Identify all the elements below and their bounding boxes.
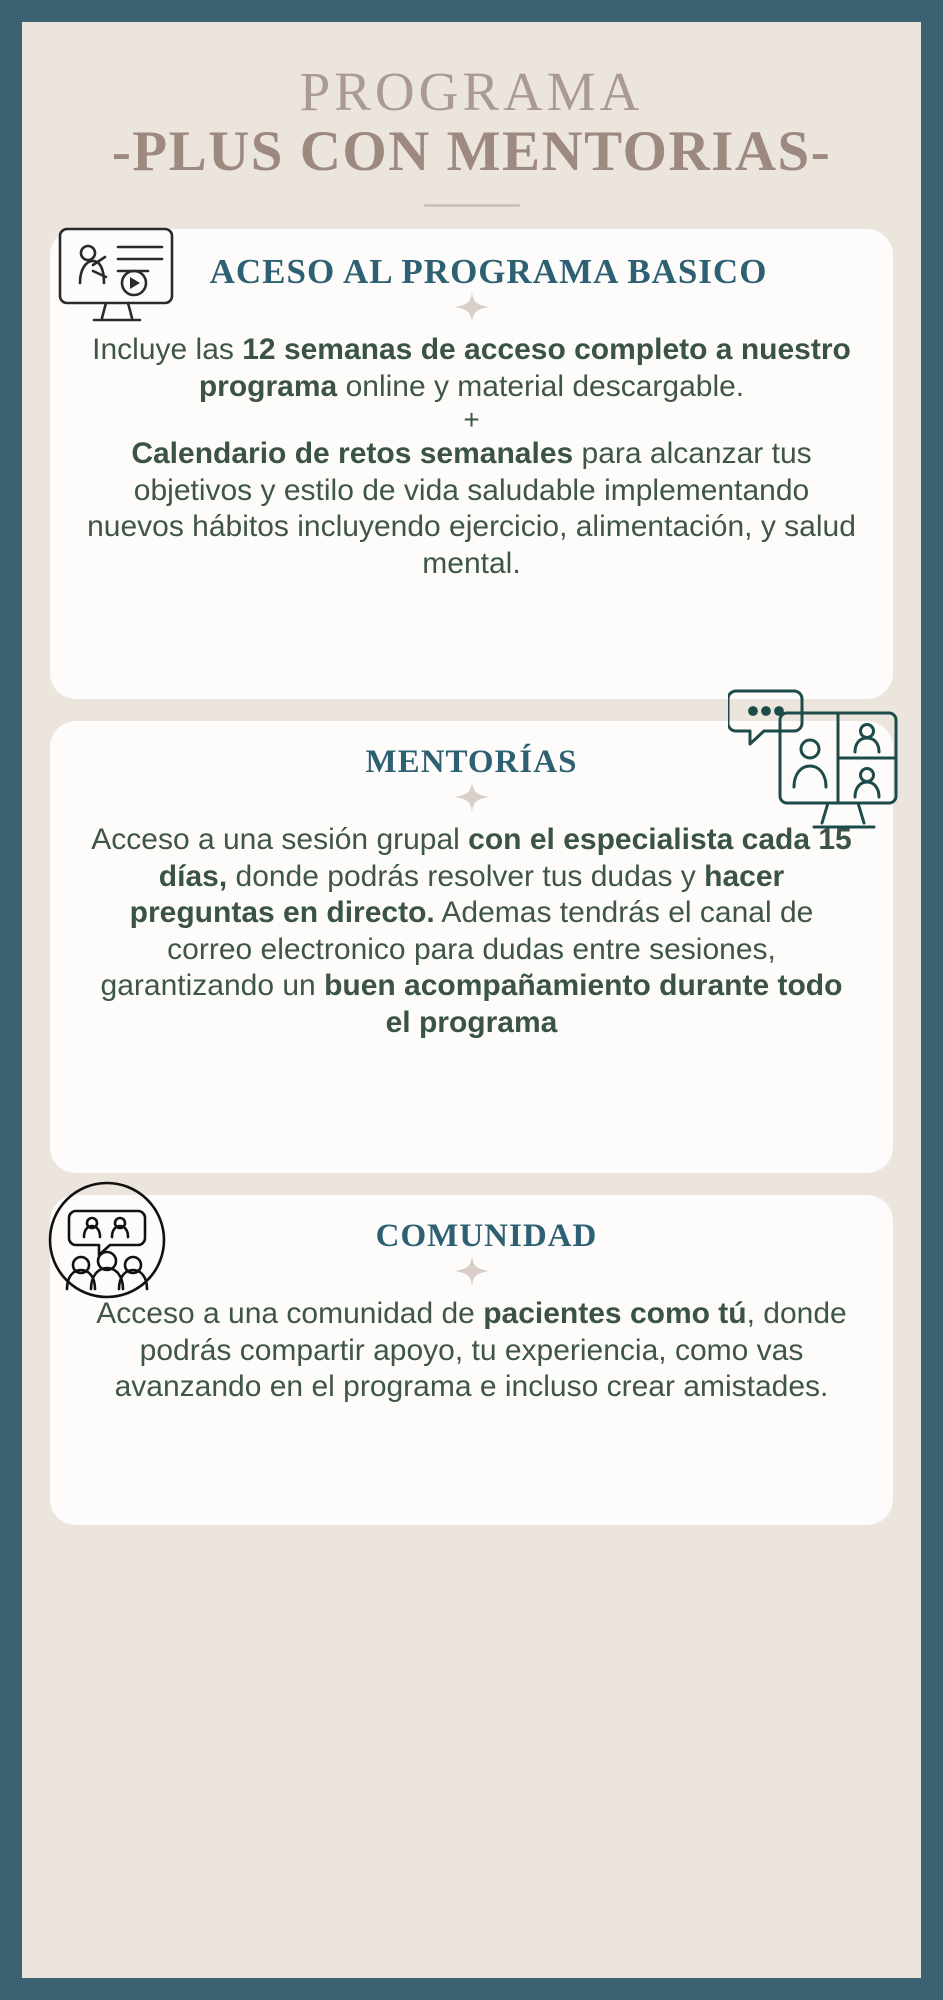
card-3-s2: , donde podrás compartir apoyo, tu experiencia, como vas avanzando en el programa e incluso crear amistades. bbox=[114, 1296, 847, 1404]
header-line-2: -PLUS CON MENTORIAS- bbox=[111, 120, 832, 184]
poster-header bbox=[50, 48, 893, 207]
card-2-s3: Ademas tendrás el canal de correo electronico para dudas entre sesiones, garantizando un bbox=[100, 896, 814, 1003]
card-1-p2-post: para alcanzar tus objetivos y estilo de vida saludable implementando nuevos hábitos incluyendo ejercicio, alimentación, y salud mental. bbox=[87, 437, 856, 580]
card-2-b2: hacer preguntas en directo. bbox=[129, 859, 785, 930]
card-1-p1-bold: 12 semanas de acceso completo a nuestro programa bbox=[198, 333, 851, 403]
sparkle-icon bbox=[455, 782, 489, 812]
card-3-body bbox=[84, 1296, 859, 1406]
header-divider bbox=[424, 204, 520, 207]
card-1-p1-post: online y material descargable. bbox=[337, 369, 745, 403]
card-3-title: COMUNIDAD bbox=[375, 1217, 598, 1254]
card-1-p1-pre: Incluye las bbox=[92, 333, 243, 367]
card-programa-basico bbox=[50, 229, 893, 699]
card-1-body bbox=[84, 332, 859, 582]
card-mentorias bbox=[50, 721, 893, 1173]
sparkle-icon bbox=[455, 292, 489, 322]
card-2-s2: donde podrás resolver tus dudas y bbox=[227, 859, 705, 893]
card-1-title: ACESO AL PROGRAMA BASICO bbox=[209, 251, 768, 291]
card-2-s1: Acceso a una sesión grupal bbox=[91, 822, 469, 856]
sparkle-icon bbox=[455, 1256, 489, 1286]
card-comunidad bbox=[50, 1195, 893, 1525]
card-2-b3: buen acompañamiento durante todo el programa bbox=[324, 969, 843, 1039]
card-2-title: MENTORÍAS bbox=[365, 743, 578, 780]
card-3-b1: pacientes como tú bbox=[483, 1296, 747, 1330]
poster-page bbox=[22, 22, 921, 1978]
card-2-body bbox=[84, 822, 859, 1042]
card-2-b1: con el especialista cada 15 días, bbox=[158, 822, 852, 893]
card-3-s1: Acceso a una comunidad de bbox=[96, 1296, 484, 1330]
card-1-p2-bold: Calendario de retos semanales bbox=[131, 437, 574, 471]
card-1-plus: + bbox=[463, 404, 480, 436]
header-line-1: PROGRAMA bbox=[299, 61, 644, 122]
